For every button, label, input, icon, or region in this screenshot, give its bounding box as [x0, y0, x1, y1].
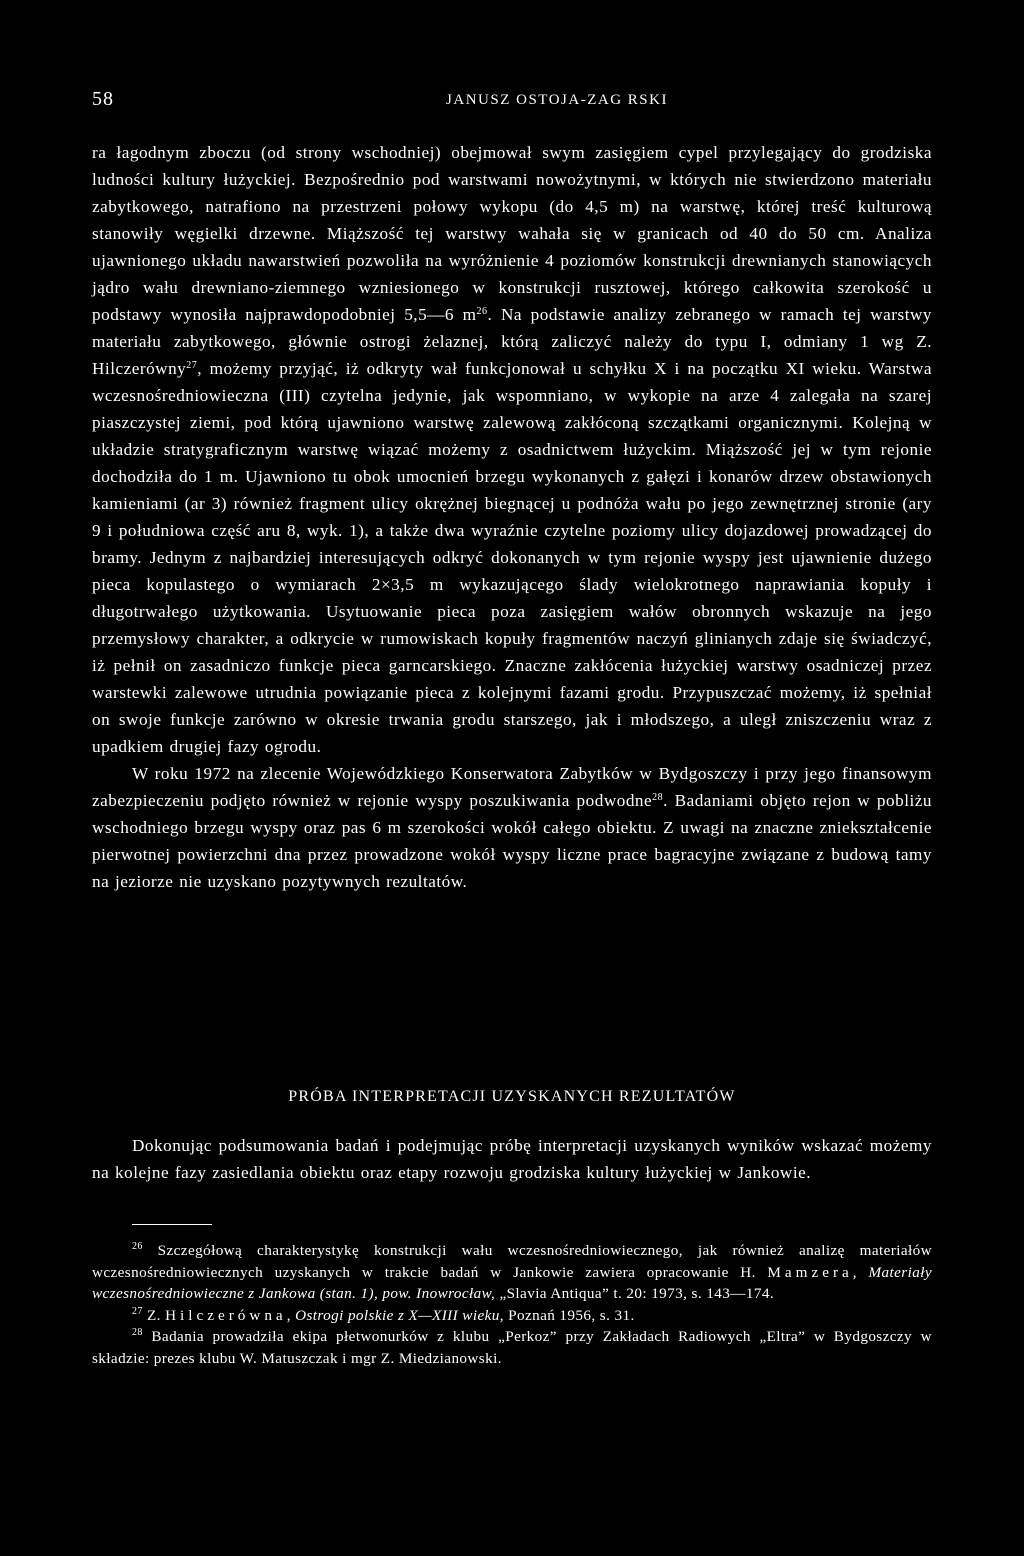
- footnote-mark: 27: [132, 1305, 143, 1317]
- footnote-text: „Slavia Antiqua” t. 20: 1973, s. 143—174.: [495, 1285, 775, 1302]
- running-head: JANUSZ OSTOJA-ZAG RSKI: [446, 92, 668, 108]
- footnote-text: ,: [852, 1263, 869, 1281]
- footnote-title: Ostrogi polskie z X—XIII wieku,: [295, 1306, 504, 1324]
- footnote-ref-27: 27: [186, 360, 198, 371]
- footnote-ref-28: 28: [652, 792, 664, 803]
- page-number: 58: [92, 88, 114, 110]
- text-run: . Badaniami objęto rejon w pobliżu wschodniego brzegu wyspy oraz pas 6 m szerokości wokół całego obiektu. Z uwagi na znaczne zniekształcenie pierwotnej powierzchni dna przez prowadzone wokół wyspy liczne prace bagracyjne związane z budową tamy na jeziorze nie uzyskano pozytywnych rezultatów.: [92, 791, 932, 891]
- section-heading: PRÓBA INTERPRETACJI UZYSKANYCH REZULTATÓW: [288, 1088, 736, 1105]
- page-header: [92, 88, 932, 118]
- footnote-rule: [132, 1224, 212, 1225]
- footnote-mark: 28: [132, 1327, 143, 1338]
- paragraph-2: [92, 760, 932, 895]
- section-body: [92, 1132, 932, 1186]
- paragraph-1: [92, 139, 932, 760]
- footnote-27: [92, 1305, 932, 1327]
- text-run: , możemy przyjąć, iż odkryty wał funkcjonował u schyłku X i na początku XI wieku. Warstwa wczesnośredniowieczna (III) czytelna jedynie, jak wspomniano, w wykopie na arze 4 zalegała na szarej piaszczystej ziemi, pod którą ujawniono warstwę zalewową zakłóconą szczątkami organicznymi. Kolejną w układzie stratygraficznym warstwę wiązać możemy z osadnictwem łużyckim. Miąższość jej w tym rejonie dochodziła do 1 m. Ujawniono tu obok umocnień brzegu wykonanych z gałęzi i konarów drzew obstawionych kamieniami (ar 3) również fragment ulicy okrężnej biegnącej u podnóża wału po jego zewnętrznej stronie (ary 9 i południowa część aru 8, wyk. 1), a także dwa wyraźnie czytelne poziomy ulicy dojazdowej prowadzącej do bramy. Jednym z najbardziej interesujących odkryć dokonanych w tym rejonie wyspy jest ujawnienie dużego pieca kopulastego o wymiarach 2×3,5 m wykazującego ślady wielokrotnego naprawiania kopuły i długotrwałego użytkowania. Usytuowanie pieca poza zasięgiem wałów obronnych wskazuje na jego przemysłowy charakter, a odkrycie w rumowiskach kopuły fragmentów naczyń glinianych zdaje się świadczyć, iż pełnił on zasadniczo funkcje pieca garncarskiego. Znaczne zakłócenia łużyckiej warstwy osadniczej przez warstewki zalewowe utrudnia powiązanie pieca z kolejnymi fazami grodu. Przypuszczać możemy, iż spełniał on swoje funkcje zarówno w okresie trwania grodu starszego, jak i młodszego, a uległ zniszczeniu wraz z upadkiem drugiej fazy ogrodu.: [92, 359, 932, 756]
- footnote-text: Z.: [142, 1306, 166, 1324]
- footnote-title: Materiały wczesnośredniowieczne z Jankowa (stan. 1), pow. Inowrocław,: [92, 1263, 932, 1302]
- footnote-author: Hilczerówna: [165, 1306, 287, 1324]
- text-run: W roku 1972 na zlecenie Wojewódzkiego Konserwatora Zabytków w Bydgoszczy i przy jego finansowym zabezpieczeniu podjęto również w rejonie wyspy poszukiwania podwodne: [92, 764, 932, 810]
- text-run: . Na podstawie analizy zebranego w ramach tej warstwy materiału zabytkowego, głównie ostrogi żelaznej, którą zaliczyć należy do typu I, odmiany 1 wg Z. Hilczerówny: [92, 305, 932, 378]
- footnote-mark: 26: [132, 1241, 143, 1252]
- footnote-text: Badania prowadziła ekipa płetwonurków z klubu „Perkoz” przy Zakładach Radiowych „Eltra” w Bydgoszczy w składzie: prezes klubu W. Matuszczak i mgr Z. Miedzianowski.: [92, 1328, 932, 1367]
- footnote-text: Szczegółową charakterystykę konstrukcji wału wczesnośredniowiecznego, jak również analizę materiałów wczesnośredniowiecznych uzyskanych w trakcie badań w Jankowie zawiera opracowanie H.: [92, 1242, 932, 1281]
- body-text: [92, 139, 932, 895]
- footnote-28: [92, 1326, 932, 1369]
- footnote-26: [92, 1240, 932, 1305]
- footnote-text: Poznań 1956, s. 31.: [503, 1306, 635, 1324]
- footnote-text: ,: [286, 1306, 296, 1324]
- footnote-ref-26: 26: [476, 306, 488, 317]
- section-paragraph: Dokonując podsumowania badań i podejmując próbę interpretacji uzyskanych wyników wskazać możemy na kolejne fazy zasiedlania obiektu oraz etapy rozwoju grodziska kultury łużyckiej w Jankowie.: [92, 1136, 932, 1182]
- footnote-author: Mamzera: [767, 1263, 853, 1281]
- text-run: ra łagodnym zboczu (od strony wschodniej) obejmował swym zasięgiem cypel przylegający do grodziska ludności kultury łużyckiej. Bezpośrednio pod warstwami nowożytnymi, w których nie stwierdzono materiału zabytkowego, natrafiono na przestrzeni połowy wykopu (do 4,5 m) na warstwę, której treść kulturową stanowiły węgielki drzewne. Miąższość tej warstwy wahała się w granicach od 40 do 50 cm. Analiza ujawnionego układu nawarstwień pozwoliła na wyróżnienie 4 poziomów konstrukcji drewnianych stanowiących jądro wału drewniano-ziemnego wzniesionego w konstrukcji rusztowej, którego całkowita szerokość u podstawy wynosiła najprawdopodobniej 5,5—6 m: [92, 143, 932, 324]
- footnotes: [92, 1240, 932, 1369]
